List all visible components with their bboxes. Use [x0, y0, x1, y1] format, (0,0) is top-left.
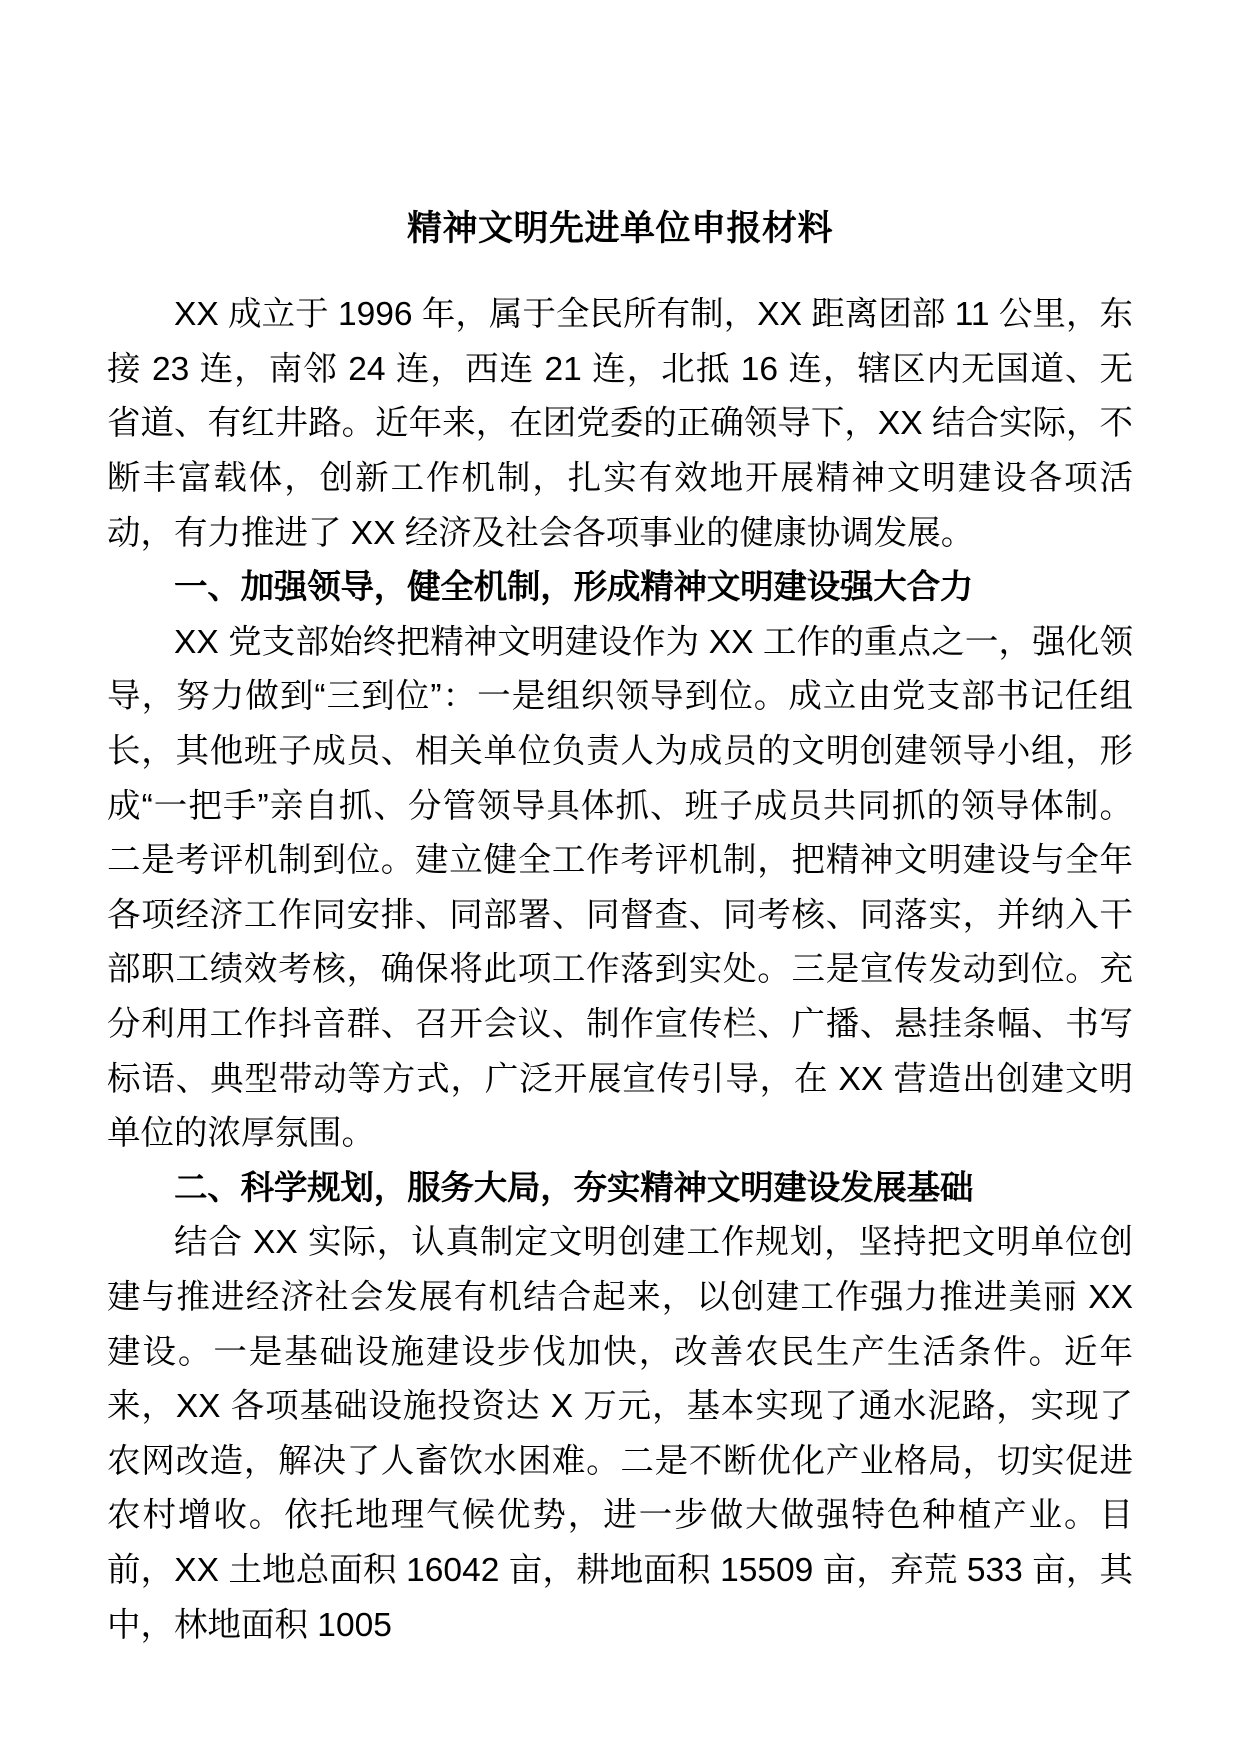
intro-paragraph: XX 成立于 1996 年，属于全民所有制，XX 距离团部 11 公里，东接 23 连，南邻 24 连，西连 21 连，北抵 16 连，辖区内无国道、无省道、有红井路。近年来，在团党委的正确领导下，XX 结合实际，不断丰富载体，创新工作机制，扎实有效地开展精神文明建设各项活动，有力推进了 XX 经济及社会各项事业的健康协调发展。	[107, 296, 1133, 552]
page-title: 精神文明先进单位申报材料	[406, 209, 833, 248]
section-two-heading: 二、科学规划，服务大局，夯实精神文明建设发展基础	[174, 1169, 974, 1207]
section-one-body: XX 党支部始终把精神文明建设作为 XX 工作的重点之一，强化领导，努力做到“三到位”：一是组织领导到位。成立由党支部书记任组长，其他班子成员、相关单位负责人为成员的文明创建领导小组，形成“一把手”亲自抓、分管领导具体抓、班子成员共同抓的领导体制。二是考评机制到位。建立健全工作考评机制，把精神文明建设与全年各项经济工作同安排、同部署、同督查、同考核、同落实，并纳入干部职工绩效考核，确保将此项工作落到实处。三是宣传发动到位。充分利用工作抖音群、召开会议、制作宣传栏、广播、悬挂条幅、书写标语、典型带动等方式，广泛开展宣传引导，在 XX 营造出创建文明单位的浓厚氛围。	[107, 623, 1133, 1153]
section-one-heading: 一、加强领导，健全机制，形成精神文明建设强大合力	[174, 569, 974, 607]
section-two-body: 结合 XX 实际，认真制定文明创建工作规划，坚持把文明单位创建与推进经济社会发展有机结合起来，以创建工作强力推进美丽 XX 建设。一是基础设施建设步伐加快，改善农民生产生活条件。近年来，XX 各项基础设施投资达 X 万元，基本实现了通水泥路，实现了农网改造，解决了人畜饮水困难。二是不断优化产业格局，切实促进农村增收。依托地理气候优势，进一步做大做强特色种植产业。目前，XX 土地总面积 16042 亩，耕地面积 15509 亩，弃荒 533 亩，其中，林地面积 1005	[107, 1224, 1133, 1644]
